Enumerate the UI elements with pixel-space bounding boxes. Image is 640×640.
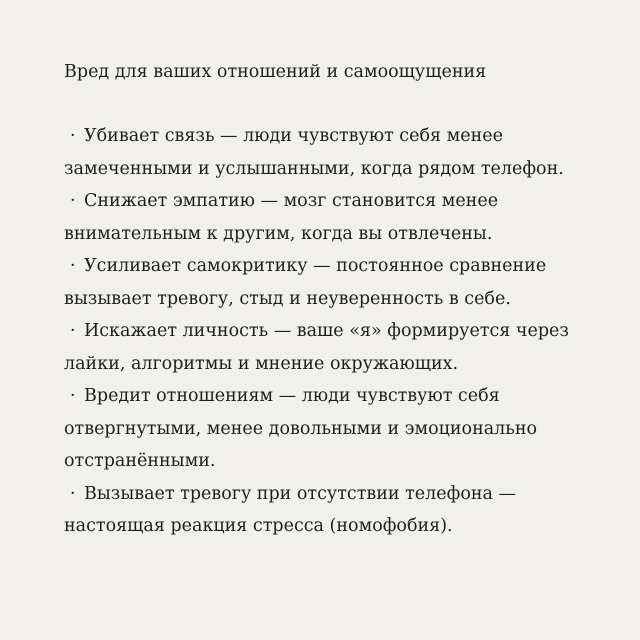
bullet-dot: · bbox=[70, 191, 76, 211]
page-title: Вред для ваших отношений и самоощущения bbox=[64, 62, 487, 82]
harm-list bbox=[64, 120, 584, 543]
text-card bbox=[64, 58, 584, 543]
list-item-text: Усиливает самокритику — постоянное сравнение вызывает тревогу, стыд и неуверенность в себе. bbox=[64, 256, 547, 309]
list-item-text: Убивает связь — люди чувствуют себя менее замеченными и услышанными, когда рядом телефон. bbox=[64, 126, 564, 179]
list-item bbox=[64, 478, 584, 543]
list-item-text: Вызывает тревогу при отсутствии телефона — настоящая реакция стресса (номофобия). bbox=[64, 483, 517, 536]
list-item bbox=[64, 185, 584, 250]
list-item-text: Снижает эмпатию — мозг становится менее внимательным к другим, когда вы отвлечены. bbox=[64, 191, 499, 244]
bullet-dot: · bbox=[70, 321, 76, 341]
bullet-dot: · bbox=[70, 256, 76, 276]
bullet-dot: · bbox=[70, 483, 76, 504]
list-item-text: Вредит отношениям — люди чувствуют себя отвергнутыми, менее довольными и эмоционально отстранёнными. bbox=[64, 386, 538, 471]
list-item bbox=[64, 380, 584, 478]
list-item bbox=[64, 250, 584, 315]
list-item bbox=[64, 120, 584, 185]
bullet-dot: · bbox=[70, 126, 76, 146]
list-item-text: Искажает личность — ваше «я» формируется через лайки, алгоритмы и мнение окружающих. bbox=[64, 321, 569, 374]
list-item bbox=[64, 315, 584, 380]
bullet-dot: · bbox=[70, 386, 76, 406]
